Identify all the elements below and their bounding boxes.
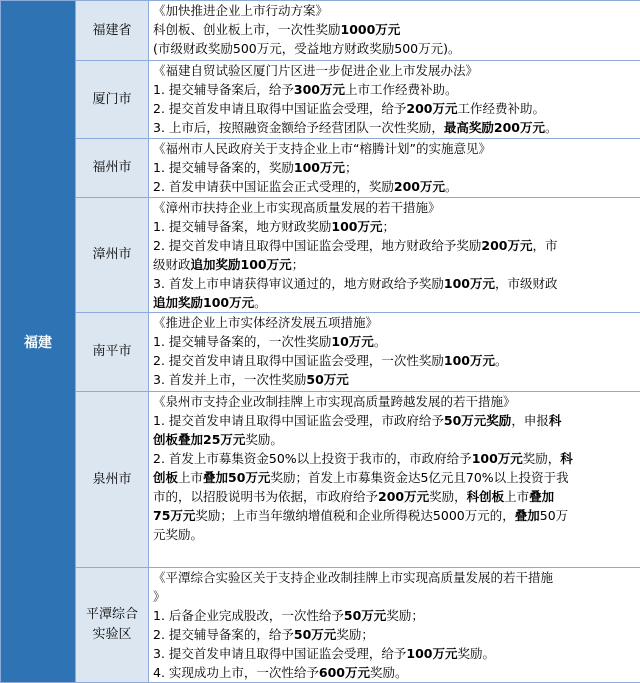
table-row [1, 568, 640, 683]
policy-text: 元奖励。 [153, 527, 203, 542]
highlight-text: 叠加 [529, 489, 554, 504]
table-row [1, 198, 640, 313]
city-cell: 厦门市 [76, 61, 149, 139]
policy-text: 《平潭综合实验区关于支持企业改制挂牌上市实现高质量发展的若干措施 [153, 570, 553, 585]
policy-text: 工作经费补助。 [458, 101, 546, 116]
city-cell: 泉州市 [76, 392, 149, 568]
policy-text: 上市 [504, 489, 529, 504]
highlight-text: 科 [560, 451, 573, 466]
policy-text: 1. 提交辅导备案的，奖励 [153, 160, 294, 175]
policy-text: 奖励；首发上市募集资金达5亿元且70%以上投资于我 [270, 470, 568, 485]
policy-text: 2. 提交首发申请且取得中国证监会受理，给予 [153, 101, 406, 116]
policy-text: 科创板、创业板上市，一次性奖励 [153, 22, 341, 37]
policy-text: 50万 [540, 508, 568, 523]
policy-text: 2. 提交辅导备案的，给予 [153, 627, 294, 642]
highlight-text: 创板叠加25万元 [153, 432, 245, 447]
policy-line [153, 139, 640, 158]
policy-text: 。 [254, 295, 267, 310]
highlight-text: 100万元 [444, 276, 495, 291]
policy-text: 《加快推进企业上市行动方案》 [153, 3, 328, 18]
policy-text: 2. 提交首发申请且取得中国证监会受理，地方财政给予奖励 [153, 238, 481, 253]
policy-text: 1. 后备企业完成股改，一次性给予 [153, 608, 344, 623]
policy-line [153, 351, 640, 370]
highlight-text: 100万元 [472, 451, 523, 466]
policy-line [153, 525, 640, 544]
policy-line [153, 430, 640, 449]
highlight-text: 追加奖励100万元 [191, 257, 292, 272]
policy-text: 1. 提交辅导备案后，给予 [153, 82, 294, 97]
highlight-text: 200万元 [406, 101, 457, 116]
policy-line [153, 1, 640, 20]
policy-line [153, 644, 640, 663]
city-cell: 福州市 [76, 139, 149, 198]
policy-text: ； [345, 160, 358, 175]
policy-text: 市的，以招股说明书为依据，市政府给予 [153, 489, 378, 504]
policy-line [153, 20, 640, 39]
city-cell [76, 568, 149, 683]
policy-line [153, 99, 640, 118]
highlight-text: 600万元 [319, 665, 370, 680]
policy-text: ，申报 [511, 413, 549, 428]
policy-line [153, 158, 640, 177]
table-row [1, 139, 640, 198]
policy-line [153, 255, 640, 274]
policy-text: 级财政 [153, 257, 191, 272]
policy-text: 3. 首发并上市，一次性奖励 [153, 372, 306, 387]
highlight-text: 200万元 [481, 238, 532, 253]
policy-text: 3. 首发上市申请获得审议通过的，地方财政给予奖励 [153, 276, 444, 291]
policy-line [153, 506, 640, 525]
table-row [1, 313, 640, 392]
highlight-text: 1000万元 [341, 22, 401, 37]
policy-text: 上市 [178, 470, 203, 485]
city-cell: 福建省 [76, 1, 149, 61]
policy-content-cell [149, 1, 640, 61]
city-cell: 南平市 [76, 313, 149, 392]
policy-content-cell [149, 313, 640, 392]
highlight-text: 200万元 [378, 489, 429, 504]
policy-text: 《漳州市扶持企业上市实现高质量发展的若干措施》 [153, 200, 441, 215]
policy-text: ，市级财政 [495, 276, 558, 291]
policy-line [153, 587, 640, 606]
policy-line [153, 468, 640, 487]
policy-text: 奖励， [429, 489, 467, 504]
policy-text: 3. 上市后，按照融资金额给予经营团队一次性奖励， [153, 120, 444, 135]
highlight-text: 追加奖励100万元 [153, 295, 254, 310]
policy-line [153, 313, 640, 332]
highlight-text: 100万元 [331, 219, 382, 234]
highlight-text: 50万元 [344, 608, 386, 623]
policy-table-body [1, 1, 640, 683]
highlight-text: 叠加50万元 [203, 470, 270, 485]
policy-text: ； [292, 257, 305, 272]
policy-line [153, 411, 640, 430]
policy-text: 1. 提交首发申请且取得中国证监会受理，市政府给予 [153, 413, 444, 428]
policy-content-cell [149, 61, 640, 139]
policy-text: 上市工作经费补助。 [345, 82, 458, 97]
policy-line [153, 217, 640, 236]
policy-text: 《福建自贸试验区厦门片区进一步促进企业上市发展办法》 [153, 63, 478, 78]
highlight-text: 200万元 [394, 179, 445, 194]
policy-line [153, 293, 640, 312]
policy-line [153, 568, 640, 587]
highlight-text: 100万元 [294, 160, 345, 175]
table-row [1, 1, 640, 61]
highlight-text: 最高奖励200万元 [444, 120, 545, 135]
city-cell: 漳州市 [76, 198, 149, 313]
policy-text: 2. 首发上市募集资金50%以上投资于我市的，市政府给予 [153, 451, 472, 466]
policy-line [153, 625, 640, 644]
highlight-text: 科 [549, 413, 562, 428]
province-cell: 福建 [1, 1, 76, 683]
policy-line [153, 177, 640, 196]
highlight-text: 叠加 [515, 508, 540, 523]
policy-text: 。 [545, 120, 558, 135]
policy-text: 。 [445, 179, 458, 194]
policy-text: 》 [153, 589, 166, 604]
policy-line [153, 198, 640, 217]
policy-text: 1. 提交辅导备案的，一次性奖励 [153, 334, 331, 349]
policy-text: (市级财政奖励500万元，受益地方财政奖励500万元)。 [153, 41, 460, 56]
policy-text: 。 [495, 353, 508, 368]
policy-text: 1. 提交辅导备案，地方财政奖励 [153, 219, 331, 234]
policy-text: 《推进企业上市实体经济发展五项措施》 [153, 315, 378, 330]
policy-line [153, 236, 640, 255]
policy-line [153, 61, 640, 80]
policy-text: 3. 提交首发申请且取得中国证监会受理，给予 [153, 646, 406, 661]
table-row [1, 392, 640, 568]
highlight-text: 10万元 [331, 334, 373, 349]
policy-line [153, 606, 640, 625]
policy-content-cell [149, 568, 640, 683]
policy-text: 奖励， [523, 451, 561, 466]
policy-text: 2. 首发申请获中国证监会正式受理的，奖励 [153, 179, 394, 194]
policy-text: 奖励。 [458, 646, 496, 661]
policy-text: 奖励。 [245, 432, 283, 447]
policy-line [153, 370, 640, 389]
policy-text: 奖励； [386, 608, 424, 623]
policy-text: ； [383, 219, 396, 234]
policy-text: 4. 实现成功上市，一次性给予 [153, 665, 319, 680]
policy-content-cell [149, 392, 640, 568]
highlight-text: 创板 [153, 470, 178, 485]
policy-line [153, 39, 640, 58]
policy-text: 2. 提交首发申请且取得中国证监会受理，一次性奖励 [153, 353, 444, 368]
policy-line [153, 118, 640, 137]
policy-line [153, 663, 640, 682]
highlight-text: 50万元 [306, 372, 348, 387]
policy-text: 奖励； [336, 627, 374, 642]
policy-text: 《泉州市支持企业改制挂牌上市实现高质量跨越发展的若干措施》 [153, 394, 516, 409]
policy-line [153, 449, 640, 468]
policy-content-cell [149, 198, 640, 313]
policy-text: ，市 [533, 238, 558, 253]
highlight-text: 100万元 [406, 646, 457, 661]
highlight-text: 50万元奖励 [444, 413, 511, 428]
table-row [1, 61, 640, 139]
policy-text: 《福州市人民政府关于支持企业上市“榕腾计划”的实施意见》 [153, 141, 491, 156]
city-name-part: 平潭综合 [76, 605, 148, 625]
highlight-text: 科创板 [467, 489, 505, 504]
policy-line [153, 332, 640, 351]
policy-text: 奖励；上市当年缴纳增值税和企业所得税达5000万元的， [195, 508, 514, 523]
highlight-text: 75万元 [153, 508, 195, 523]
highlight-text: 50万元 [294, 627, 336, 642]
policy-text: 奖励。 [370, 665, 408, 680]
policy-line [153, 487, 640, 506]
policy-text: 。 [374, 334, 387, 349]
highlight-text: 300万元 [294, 82, 345, 97]
policy-line [153, 392, 640, 411]
highlight-text: 100万元 [444, 353, 495, 368]
policy-content-cell [149, 139, 640, 198]
policy-line [153, 80, 640, 99]
policy-line [153, 274, 640, 293]
city-name-part: 实验区 [76, 625, 148, 645]
